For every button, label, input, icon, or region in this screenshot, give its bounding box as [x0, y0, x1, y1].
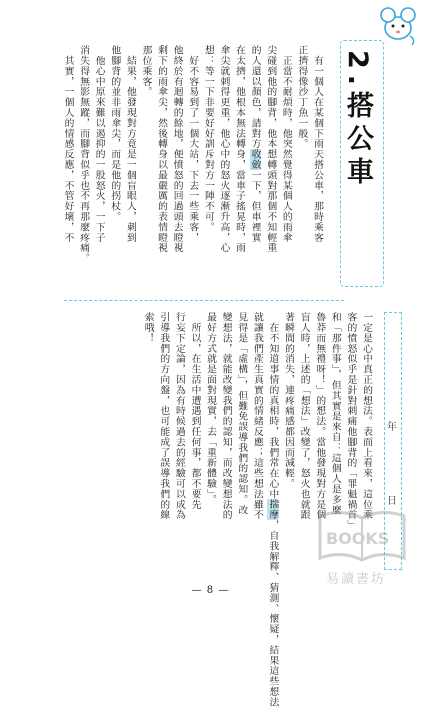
paragraph: 有一個人在某個下雨天搭公車，那時乘客 正擠得像沙丁魚一般。 正當不耐煩時，他突然覺得某個人的雨傘 尖碰到他的腳背，他本想轉頭對那個不知輕重 的人還以顏色，請對方收斂一下，但車裡實 在太擠，他根本無法轉身，當車子搖晃時，雨 傘尖就刺得更重，他心中的怒火逐漸升高，心 想：等一下非要好好訓斥對方一陣不可。 好不容易到了一個大站，下去一些乘客， 他終於有迴轉的餘地，便憤怒的回過頭去瞪視 剩下的雨傘尖，然後轉身以最嚴厲的表情瞪視 那位乘客。 結果，他發現對方竟是一個盲眼人，刺到 他腳背的並非雨傘尖，而是他的拐杖。 他心中原來難以遏抑的一股怒火，一下子 消失得無影無蹤，而腳背似乎也不再那麼疼痛。 其實，一個人的情感反應，不管好壞，不	[62, 45, 323, 264]
publisher-watermark	[312, 506, 412, 594]
year-label: 年	[387, 422, 397, 433]
page-number: — 8 —	[191, 585, 230, 596]
mouse-mascot-icon	[376, 2, 420, 46]
section-divider	[64, 300, 344, 301]
svg-text:BOOKS: BOOKS	[326, 529, 390, 548]
article-top-section	[62, 45, 325, 288]
highlighted-term: 揣摩	[267, 499, 279, 521]
book-logo-icon	[312, 506, 412, 568]
watermark-text: 易讀書坊	[326, 572, 387, 587]
highlighted-term: 收斂	[249, 149, 261, 170]
page-title: 2.搭公車	[342, 50, 373, 191]
day-label: 日	[387, 496, 397, 507]
paragraph: 一定是心中真正的想法。表面上看來，這位乘 客的憤怒似乎是針對刺痛他腳背的「罪魁禍首」 和「那件事」，但其實是來自：這個人是多麼 魯莽而無禮呀！」的想法。當他發現對方是個 盲人時，上述的「想法」改變了，怒火也就跟 著瞬間的消失，連疼痛感都因而減輕。 在不知道事情的真相時，我們常在心中揣摩，自我解釋、猜測、懷疑，結果這些想法 就讓我們產生真實的情緒反應；這些想法雖不 見得是「虛構」，但難免誤導我們的認知。改 變想法，就能改變我們的認知，而改變想法的 最好方式就是面對現實，去「重新體驗」。 所以，在生活中遭遇到任何事，都不要先 行妄下定論，因為有時候過去的經驗可以成為 引導我們的方向盤，也可能成了誤導我們的線 索哦！	[142, 312, 372, 707]
